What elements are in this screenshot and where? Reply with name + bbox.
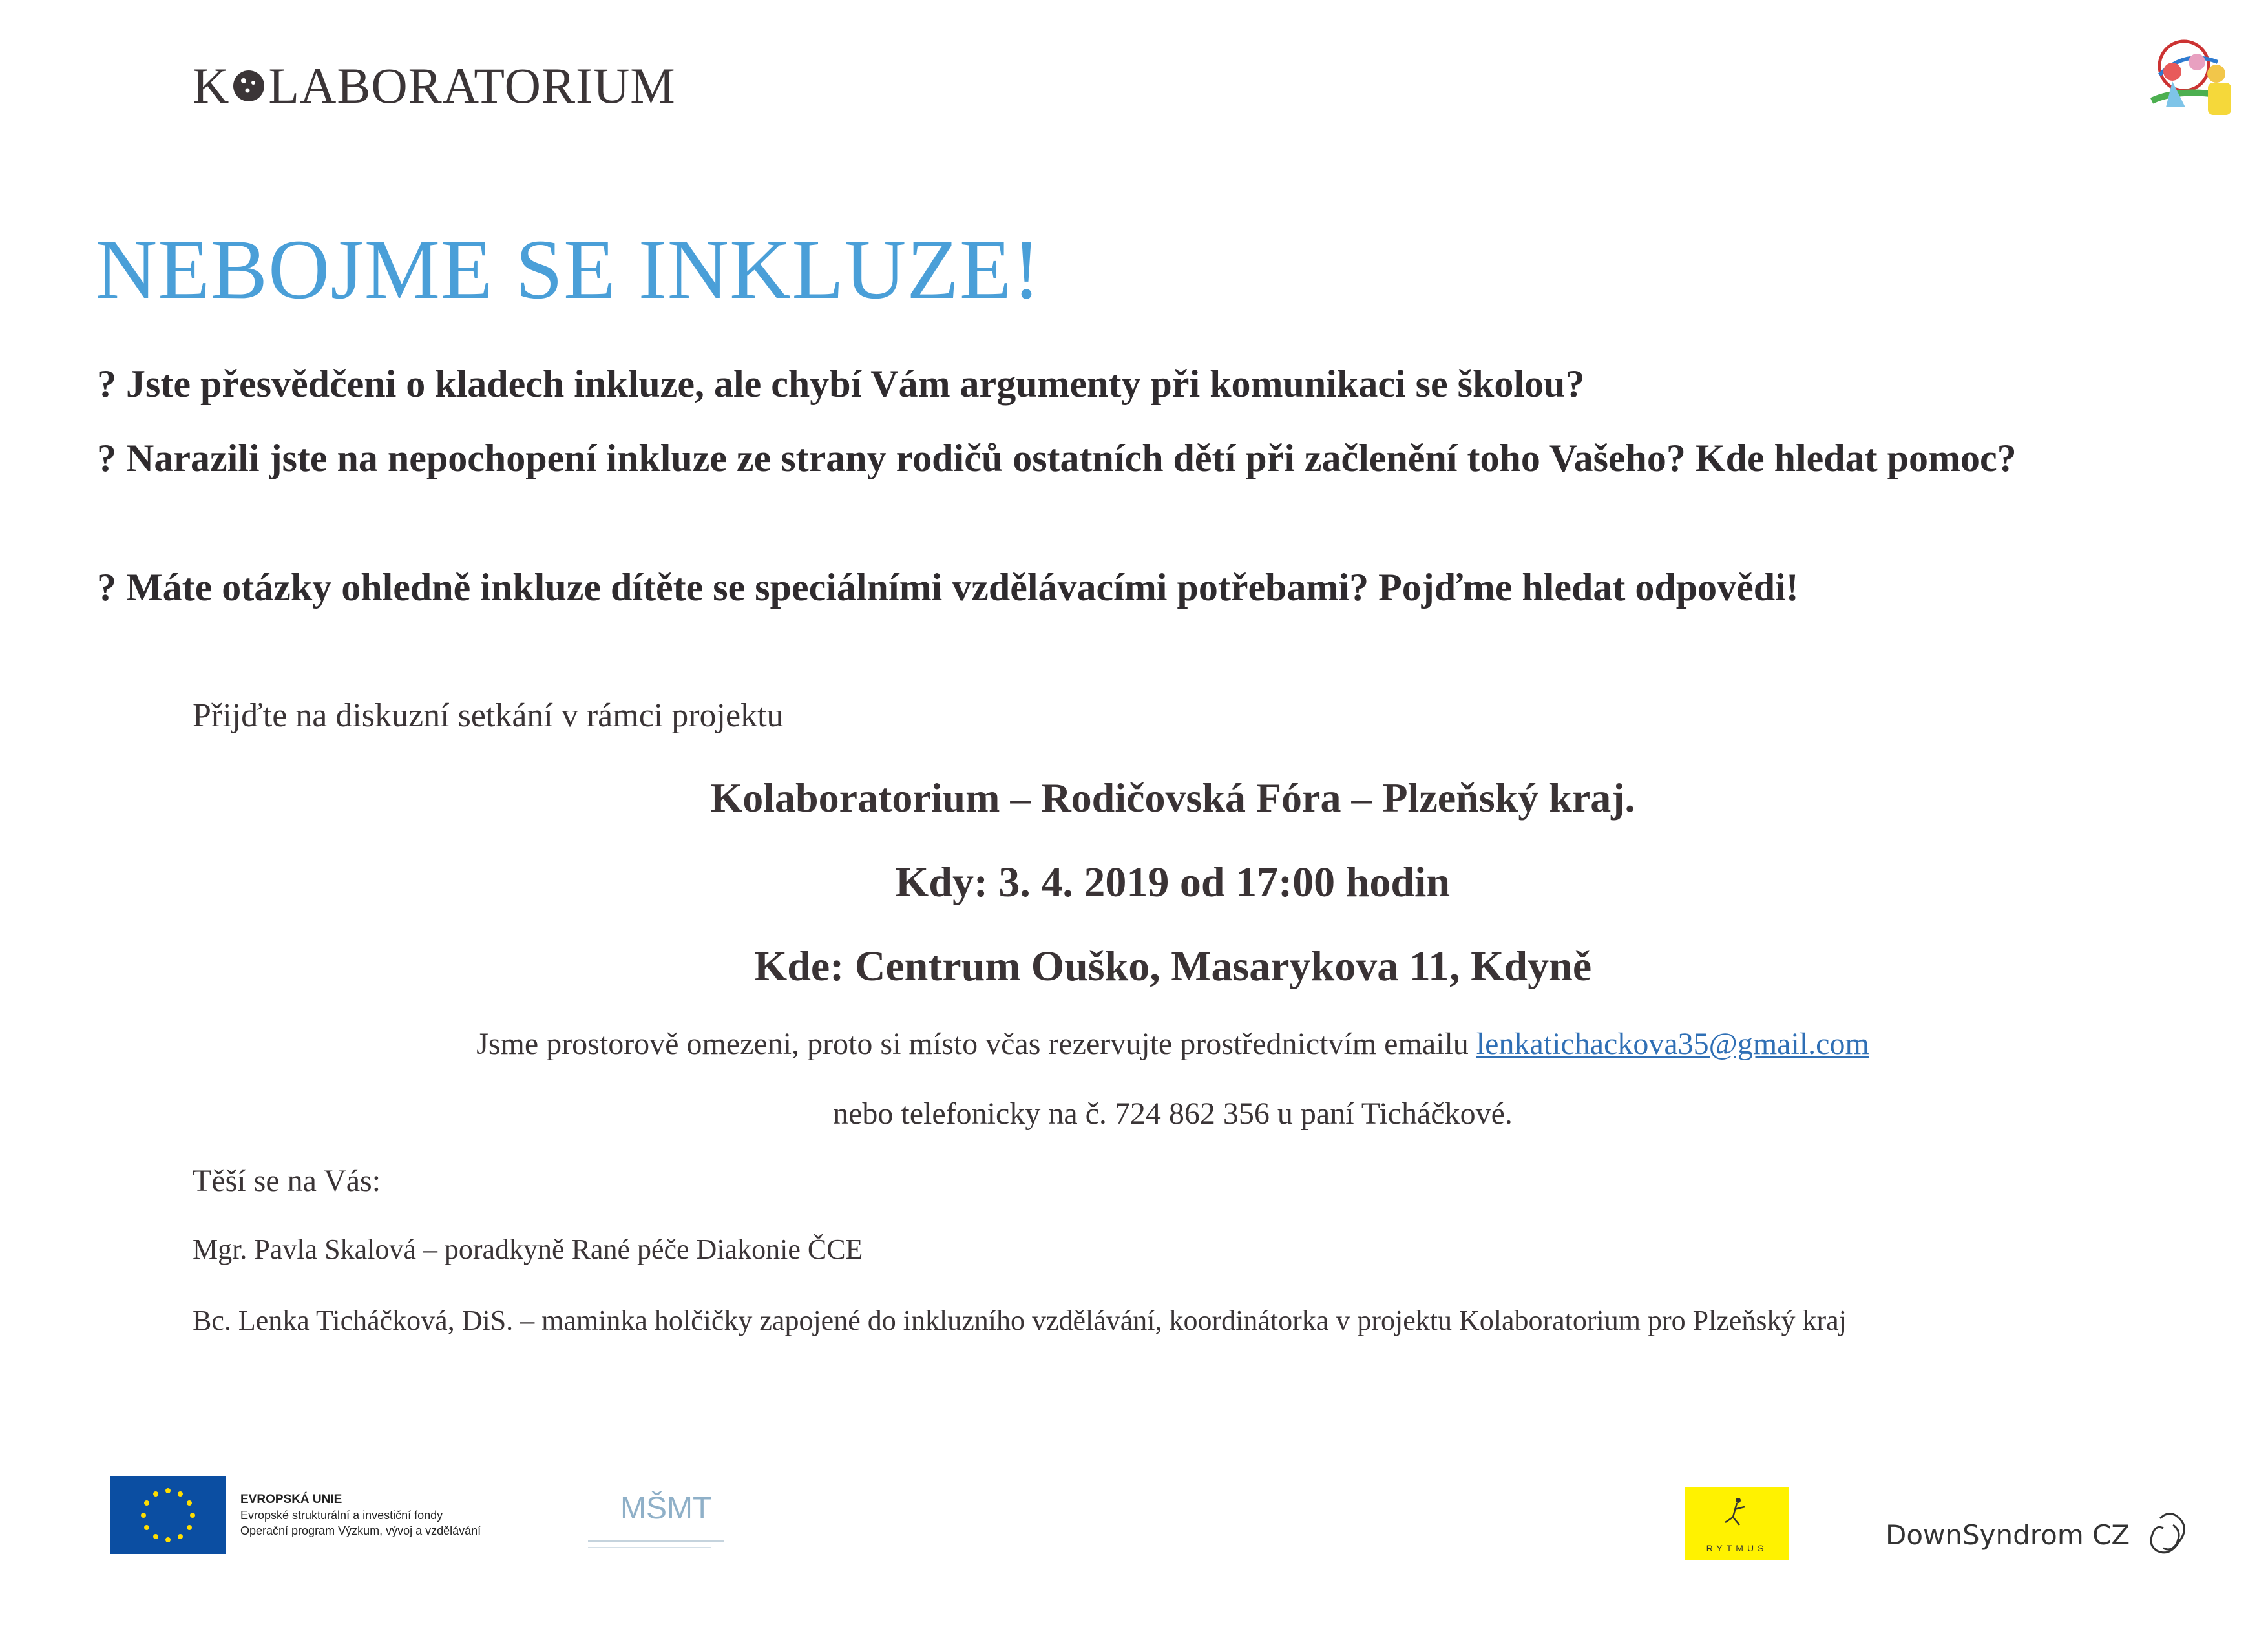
dancer-icon xyxy=(1685,1491,1789,1543)
eu-line-1: EVROPSKÁ UNIE xyxy=(240,1493,342,1506)
eu-line-2: Evropské strukturální a investiční fondy xyxy=(240,1509,443,1522)
eu-text xyxy=(240,1492,481,1539)
brand-prefix: K xyxy=(193,58,230,114)
rytmus-label: RYTMUS xyxy=(1706,1543,1768,1553)
ball-icon xyxy=(232,69,266,103)
reservation-text: Jsme prostorově omezeni, proto si místo včas rezervujte prostřednictvím emailu xyxy=(476,1027,1469,1061)
eu-flag-icon xyxy=(110,1476,226,1554)
children-drawing-icon xyxy=(2147,36,2243,127)
invite-text: Přijďte na diskuzní setkání v rámci projektu xyxy=(193,697,784,734)
reservation-line xyxy=(0,1026,2268,1062)
person-1: Mgr. Pavla Skalová – poradkyně Rané péče Diakonie ČCE xyxy=(193,1234,863,1265)
event-location: Kde: Centrum Ouško, Masarykova 11, Kdyně xyxy=(753,943,1592,990)
question-3: ? Máte otázky ohledně inkluze dítěte se speciálními vzdělávacími potřebami? Pojďme hledat odpovědi! xyxy=(97,566,1799,609)
downsyndrom-text: DownSyndrom CZ xyxy=(1885,1518,2130,1551)
brand-logo xyxy=(193,57,676,115)
person-2: Bc. Lenka Ticháčková, DiS. – maminka holčičky zapojené do inkluzního vzdělávání, koordinátorka v projektu Kolaboratorium pro Plzeňský kraj xyxy=(193,1305,1847,1336)
downsyndrom-logo xyxy=(1885,1506,2196,1564)
event-date: Kdy: 3. 4. 2019 od 17:00 hodin xyxy=(895,859,1451,906)
brand-suffix: LABORATORIUM xyxy=(268,58,676,114)
project-name: Kolaboratorium – Rodičovská Fóra – Plzeňský kraj. xyxy=(710,775,1635,821)
phone-line: nebo telefonicky na č. 724 862 356 u paní Ticháčkové. xyxy=(833,1097,1513,1131)
hug-icon xyxy=(2144,1506,2196,1564)
msmt-logo-text: MŠMT xyxy=(620,1491,712,1526)
email-link[interactable]: lenkatichackova35@gmail.com xyxy=(1476,1027,1869,1061)
page-title: NEBOJME SE INKLUZE! xyxy=(96,222,1042,317)
eu-logo xyxy=(110,1476,481,1554)
rytmus-logo xyxy=(1685,1487,1789,1560)
greeting: Těší se na Vás: xyxy=(193,1164,381,1198)
question-2: ? Narazili jste na nepochopení inkluze ze strany rodičů ostatních dětí při začlenění toho Vašeho? Kde hledat pomoc? xyxy=(97,437,2017,479)
eu-line-3: Operační program Výzkum, vývoj a vzdělávání xyxy=(240,1524,481,1537)
msmt-logo-icon xyxy=(582,1480,730,1557)
question-1: ? Jste přesvědčeni o kladech inkluze, ale chybí Vám argumenty při komunikaci se školou? xyxy=(97,362,1585,405)
